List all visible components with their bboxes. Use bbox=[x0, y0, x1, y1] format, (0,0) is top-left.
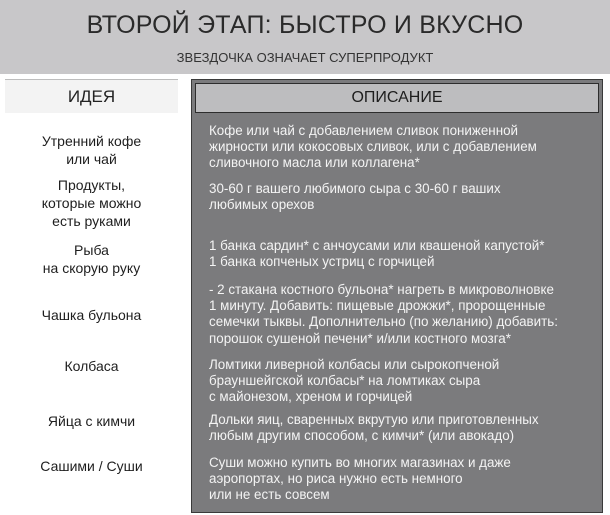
column-header-description: ОПИСАНИЕ bbox=[195, 83, 599, 113]
desc-eggs-kimchi bbox=[209, 412, 601, 444]
desc-broth-cup bbox=[209, 282, 601, 347]
desc-quick-fish bbox=[209, 238, 601, 270]
desc-line: любимых орехов bbox=[209, 197, 315, 213]
idea-line: есть руками bbox=[52, 213, 131, 229]
idea-line: Чашка бульона bbox=[41, 307, 142, 323]
desc-line: с майонезом, хреном и горчицей bbox=[209, 389, 413, 405]
desc-line: 1 минуту. Добавить: пищевые дрожжи*, пророщенные bbox=[209, 298, 546, 314]
desc-line: любым другим способом, с кимчи* (или авокадо) bbox=[209, 428, 515, 444]
idea-sashimi-sushi bbox=[5, 457, 178, 475]
idea-line: Утренний кофе bbox=[41, 133, 142, 149]
desc-morning-coffee bbox=[209, 123, 601, 172]
idea-sausage bbox=[5, 357, 178, 375]
desc-line: Дольки яиц, сваренных вкрутую или приготовленных bbox=[209, 412, 539, 427]
idea-line: Яйца с кимчи bbox=[47, 413, 136, 429]
idea-line: которые можно bbox=[41, 195, 142, 211]
idea-broth-cup bbox=[5, 306, 178, 324]
idea-line: Колбаса bbox=[64, 358, 119, 374]
page-subtitle: ЗВЕЗДОЧКА ОЗНАЧАЕТ СУПЕРПРОДУКТ bbox=[176, 50, 434, 65]
title-banner bbox=[0, 0, 610, 74]
desc-sashimi-sushi bbox=[209, 455, 601, 504]
idea-quick-fish bbox=[5, 241, 178, 277]
desc-finger-food bbox=[209, 181, 601, 213]
idea-eggs-kimchi bbox=[5, 412, 178, 430]
desc-line: или не есть совсем bbox=[209, 487, 330, 503]
desc-line: - 2 стакана костного бульона* нагреть в микроволновке bbox=[209, 282, 554, 297]
idea-finger-food bbox=[5, 176, 178, 230]
desc-line: брауншейгской колбасы* на ломтиках сыра bbox=[209, 373, 481, 389]
idea-line: Сашими / Суши bbox=[40, 458, 143, 474]
desc-line: сливочного масла или коллагена* bbox=[209, 155, 420, 171]
idea-line: или чай bbox=[66, 151, 117, 167]
idea-line: Продукты, bbox=[57, 177, 126, 193]
desc-line: жирности или кокосовых сливок, или с добавлением bbox=[209, 139, 537, 155]
idea-line: на скорую руку bbox=[42, 260, 141, 276]
desc-line: Суши можно купить во многих магазинах и даже bbox=[209, 455, 511, 470]
desc-line: порошок сушеной печени* и/или костного мозга* bbox=[209, 330, 511, 346]
desc-line: семечки тыквы. Дополнительно (по желанию) добавить: bbox=[209, 314, 558, 330]
idea-morning-coffee bbox=[5, 132, 178, 168]
idea-line: Рыба bbox=[74, 242, 109, 258]
page-title: ВТОРОЙ ЭТАП: БЫСТРО И ВКУСНО bbox=[86, 11, 524, 39]
column-header-idea: ИДЕЯ bbox=[5, 79, 178, 113]
desc-line: 30-60 г вашего любимого сыра с 30-60 г ваших bbox=[209, 181, 501, 196]
desc-line: Кофе или чай с добавлением сливок пониженной bbox=[209, 123, 519, 138]
desc-line: аэропортах, но риса нужно есть немного bbox=[209, 471, 463, 487]
desc-line: 1 банка копченых устриц с горчицей bbox=[209, 254, 435, 270]
desc-line: 1 банка сардин* с анчоусами или квашеной капустой* bbox=[209, 238, 545, 253]
desc-sausage bbox=[209, 357, 601, 406]
desc-line: Ломтики ливерной колбасы или сырокопченой bbox=[209, 357, 500, 372]
